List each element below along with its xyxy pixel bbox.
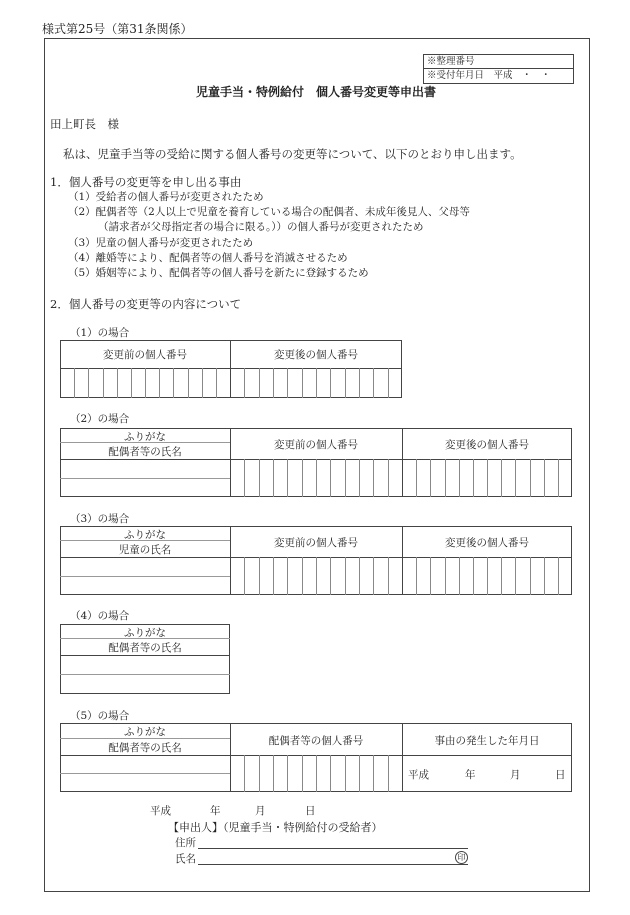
footer-year: 年 — [210, 805, 221, 817]
digit-separator — [287, 557, 288, 595]
digit-separator — [244, 368, 245, 398]
digit-separator — [330, 557, 331, 595]
digit-separator — [530, 459, 531, 497]
case2-furigana-header: ふりがな — [124, 431, 166, 443]
digit-separator — [459, 557, 460, 595]
digit-separator — [259, 557, 260, 595]
digit-separator — [530, 557, 531, 595]
digit-separator — [459, 459, 460, 497]
case3-label: （3）の場合 — [70, 513, 130, 525]
section2-heading: 2．個人番号の変更等の内容について — [50, 297, 242, 311]
digit-separator — [131, 368, 132, 398]
digit-separator — [373, 368, 374, 398]
digit-separator — [216, 368, 217, 398]
digit-separator — [345, 557, 346, 595]
case5-era: 平成 — [408, 769, 429, 781]
digit-separator — [345, 368, 346, 398]
digit-separator — [373, 459, 374, 497]
digit-separator — [473, 557, 474, 595]
digit-separator — [416, 557, 417, 595]
reason-5: （5）婚姻等により、配偶者等の個人番号を新たに登録するため — [68, 267, 369, 279]
digit-separator — [445, 557, 446, 595]
digit-separator — [558, 557, 559, 595]
name-label: 氏名 — [175, 853, 196, 865]
case4-furigana-header: ふりがな — [124, 627, 166, 639]
address-label: 住所 — [175, 837, 196, 849]
digit-separator — [359, 459, 360, 497]
digit-separator — [159, 368, 160, 398]
digit-separator — [515, 557, 516, 595]
addressee: 田上町長 様 — [50, 117, 119, 131]
footer-month: 月 — [255, 805, 266, 817]
digit-separator — [145, 368, 146, 398]
digit-separator — [244, 459, 245, 497]
digit-separator — [445, 459, 446, 497]
applicant-heading: 【申出人】（児童手当・特例給付の受給者） — [168, 821, 383, 834]
seiri-bango: ※整理番号 — [427, 56, 475, 67]
digit-separator — [330, 368, 331, 398]
digit-separator — [359, 557, 360, 595]
digit-separator — [173, 368, 174, 398]
digit-separator — [302, 459, 303, 497]
digit-separator — [259, 459, 260, 497]
digit-separator — [302, 755, 303, 792]
digit-separator — [273, 557, 274, 595]
digit-separator — [430, 459, 431, 497]
reason-2-cont: （請求者が父母指定者の場合に限る。））の個人番号が変更されたため — [98, 221, 424, 233]
intro-text: 私は、児童手当等の受給に関する個人番号の変更等について、以下のとおり申し出ます。 — [63, 147, 522, 161]
case5-month: 月 — [510, 769, 521, 781]
name-line[interactable] — [198, 864, 468, 865]
digit-separator — [388, 755, 389, 792]
case5-year: 年 — [465, 769, 476, 781]
reason-4: （4）離婚等により、配偶者等の個人番号を消滅させるため — [68, 252, 348, 264]
case5-day: 日 — [555, 769, 566, 781]
case2-name-header: 配偶者等の氏名 — [108, 446, 182, 458]
digit-separator — [345, 755, 346, 792]
digit-separator — [316, 368, 317, 398]
case4-label: （4）の場合 — [70, 610, 130, 622]
footer-era: 平成 — [150, 805, 171, 817]
digit-separator — [345, 459, 346, 497]
case1-before-header: 変更前の個人番号 — [103, 349, 187, 361]
case5-date-header: 事由の発生した年月日 — [434, 735, 540, 747]
digit-separator — [259, 368, 260, 398]
digit-separator — [287, 459, 288, 497]
digit-separator — [103, 368, 104, 398]
case2-before-header: 変更前の個人番号 — [274, 439, 358, 451]
digit-separator — [388, 368, 389, 398]
digit-separator — [487, 459, 488, 497]
digit-separator — [244, 755, 245, 792]
digit-separator — [259, 755, 260, 792]
digit-separator — [88, 368, 89, 398]
digit-separator — [373, 557, 374, 595]
digit-separator — [430, 557, 431, 595]
reason-2: （2）配偶者等（2人以上で児童を養育している場合の配偶者、未成年後見人、父母等 — [68, 206, 470, 218]
digit-separator — [273, 755, 274, 792]
digit-separator — [359, 755, 360, 792]
digit-separator — [316, 557, 317, 595]
digit-separator — [515, 459, 516, 497]
digit-separator — [373, 755, 374, 792]
digit-separator — [388, 459, 389, 497]
case4-name-header: 配偶者等の氏名 — [108, 642, 182, 654]
case3-before-header: 変更前の個人番号 — [274, 537, 358, 549]
reason-1: （1）受給者の個人番号が変更されたため — [68, 191, 264, 203]
digit-separator — [117, 368, 118, 398]
digit-separator — [501, 557, 502, 595]
digit-separator — [316, 755, 317, 792]
case1-after-header: 変更後の個人番号 — [274, 349, 358, 361]
case3-after-header: 変更後の個人番号 — [445, 537, 529, 549]
digit-separator — [416, 459, 417, 497]
form-number: 様式第25号（第31条関係） — [42, 22, 193, 36]
digit-separator — [473, 459, 474, 497]
case5-furigana-header: ふりがな — [124, 726, 166, 738]
case5-label: （5）の場合 — [70, 710, 130, 722]
footer-day: 日 — [305, 805, 316, 817]
case3-name-header: 児童の氏名 — [118, 544, 172, 556]
digit-separator — [501, 459, 502, 497]
digit-separator — [487, 557, 488, 595]
address-line[interactable] — [198, 848, 468, 849]
digit-separator — [273, 459, 274, 497]
case1-label: （1）の場合 — [70, 327, 130, 339]
digit-separator — [273, 368, 274, 398]
digit-separator — [330, 459, 331, 497]
case2-label: （2）の場合 — [70, 413, 130, 425]
case3-furigana-header: ふりがな — [124, 529, 166, 541]
seal-mark: 印 — [455, 851, 468, 864]
digit-separator — [287, 368, 288, 398]
digit-separator — [558, 459, 559, 497]
digit-separator — [287, 755, 288, 792]
digit-separator — [302, 557, 303, 595]
digit-separator — [544, 459, 545, 497]
uketsuke-date: ※受付年月日 平成 ・ ・ — [424, 68, 573, 82]
case5-name-header: 配偶者等の氏名 — [108, 742, 182, 754]
reception-box — [423, 54, 574, 84]
digit-separator — [388, 557, 389, 595]
digit-separator — [544, 557, 545, 595]
digit-separator — [202, 368, 203, 398]
digit-separator — [188, 368, 189, 398]
digit-separator — [302, 368, 303, 398]
digit-separator — [74, 368, 75, 398]
case2-after-header: 変更後の個人番号 — [445, 439, 529, 451]
form-title: 児童手当・特例給付 個人番号変更等申出書 — [196, 85, 437, 99]
digit-separator — [244, 557, 245, 595]
reason-3: （3）児童の個人番号が変更されたため — [68, 237, 254, 249]
digit-separator — [330, 755, 331, 792]
case5-number-header: 配偶者等の個人番号 — [268, 735, 364, 747]
section1-heading: 1．個人番号の変更等を申し出る事由 — [50, 175, 242, 189]
digit-separator — [359, 368, 360, 398]
digit-separator — [316, 459, 317, 497]
